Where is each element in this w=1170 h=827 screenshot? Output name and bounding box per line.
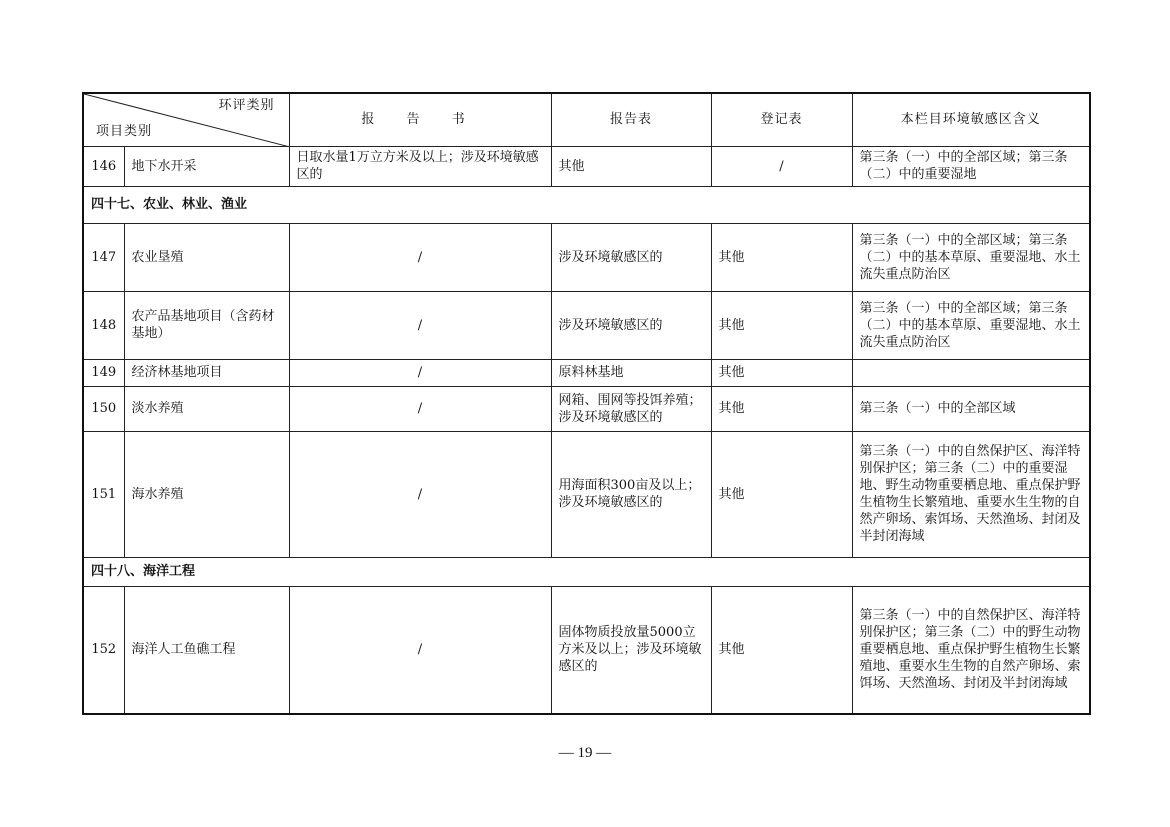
sensitive-area-cell: 第三条（一）中的全部区域；第三条（二）中的基本草原、重要湿地、水土流失重点防治区 — [852, 223, 1090, 291]
project-name: 农产品基地项目（含药材基地） — [124, 291, 289, 359]
report-book-cell: / — [289, 291, 551, 359]
registration-cell: 其他 — [711, 586, 852, 714]
report-form-cell: 网箱、围网等投饵养殖；涉及环境敏感区的 — [551, 386, 711, 431]
registration-cell: / — [711, 146, 852, 186]
registration-cell: 其他 — [711, 291, 852, 359]
registration-cell: 其他 — [711, 386, 852, 431]
sensitive-area-cell: 第三条（一）中的全部区域 — [852, 386, 1090, 431]
project-name: 农业垦殖 — [124, 223, 289, 291]
report-form-cell: 其他 — [551, 146, 711, 186]
table-row — [83, 291, 1090, 359]
report-form-cell: 原料林基地 — [551, 359, 711, 386]
header-eia-category: 环评类别 — [218, 98, 275, 113]
report-form-cell: 固体物质投放量5000立方米及以上；涉及环境敏感区的 — [551, 586, 711, 714]
row-number: 146 — [83, 146, 124, 186]
header-report-form: 报告表 — [551, 93, 711, 146]
row-number: 148 — [83, 291, 124, 359]
registration-cell: 其他 — [711, 431, 852, 557]
report-book-cell: / — [289, 386, 551, 431]
header-sensitive-area: 本栏目环境敏感区含义 — [852, 93, 1090, 146]
section-heading-row — [83, 186, 1090, 223]
page-number: — 19 — — [558, 745, 612, 761]
report-book-cell: / — [289, 586, 551, 714]
project-name: 地下水开采 — [124, 146, 289, 186]
row-number: 149 — [83, 359, 124, 386]
section-heading: 四十八、海洋工程 — [83, 557, 1090, 586]
report-book-cell: 日取水量1万立方米及以上；涉及环境敏感区的 — [289, 146, 551, 186]
report-form-cell: 用海面积300亩及以上；涉及环境敏感区的 — [551, 431, 711, 557]
project-name: 海水养殖 — [124, 431, 289, 557]
report-book-cell: / — [289, 431, 551, 557]
header-report-book: 报 告 书 — [289, 93, 551, 146]
sensitive-area-cell: 第三条（一）中的自然保护区、海洋特别保护区；第三条（二）中的重要湿地、野生动物重要栖息地、重点保护野生植物生长繁殖地、重要水生生物的自然产卵场、索饵场、天然渔场、封闭及半封闭海域 — [852, 431, 1090, 557]
table-row — [83, 359, 1090, 386]
table-row — [83, 431, 1090, 557]
report-book-cell: / — [289, 359, 551, 386]
classification-table — [82, 92, 1091, 715]
report-book-cell: / — [289, 223, 551, 291]
sensitive-area-cell: 第三条（一）中的全部区域；第三条（二）中的重要湿地 — [852, 146, 1090, 186]
row-number: 151 — [83, 431, 124, 557]
table-row — [83, 146, 1090, 186]
project-name: 淡水养殖 — [124, 386, 289, 431]
report-form-cell: 涉及环境敏感区的 — [551, 291, 711, 359]
registration-cell: 其他 — [711, 223, 852, 291]
header-registration-form: 登记表 — [711, 93, 852, 146]
project-name: 海洋人工鱼礁工程 — [124, 586, 289, 714]
table-row — [83, 586, 1090, 714]
table-row — [83, 386, 1090, 431]
report-form-cell: 涉及环境敏感区的 — [551, 223, 711, 291]
sensitive-area-cell — [852, 359, 1090, 386]
header-project-category: 项目类别 — [96, 123, 153, 139]
row-number: 150 — [83, 386, 124, 431]
project-name: 经济林基地项目 — [124, 359, 289, 386]
diagonal-header-cell — [83, 93, 289, 146]
row-number: 152 — [83, 586, 124, 714]
sensitive-area-cell: 第三条（一）中的自然保护区、海洋特别保护区；第三条（二）中的野生动物重要栖息地、重点保护野生植物生长繁殖地、重要水生生物的自然产卵场、索饵场、天然渔场、封闭及半封闭海域 — [852, 586, 1090, 714]
registration-cell: 其他 — [711, 359, 852, 386]
section-heading: 四十七、农业、林业、渔业 — [83, 186, 1090, 223]
section-heading-row — [83, 557, 1090, 586]
row-number: 147 — [83, 223, 124, 291]
table-header-row — [83, 93, 1090, 146]
table-row — [83, 223, 1090, 291]
sensitive-area-cell: 第三条（一）中的全部区域；第三条（二）中的基本草原、重要湿地、水土流失重点防治区 — [852, 291, 1090, 359]
